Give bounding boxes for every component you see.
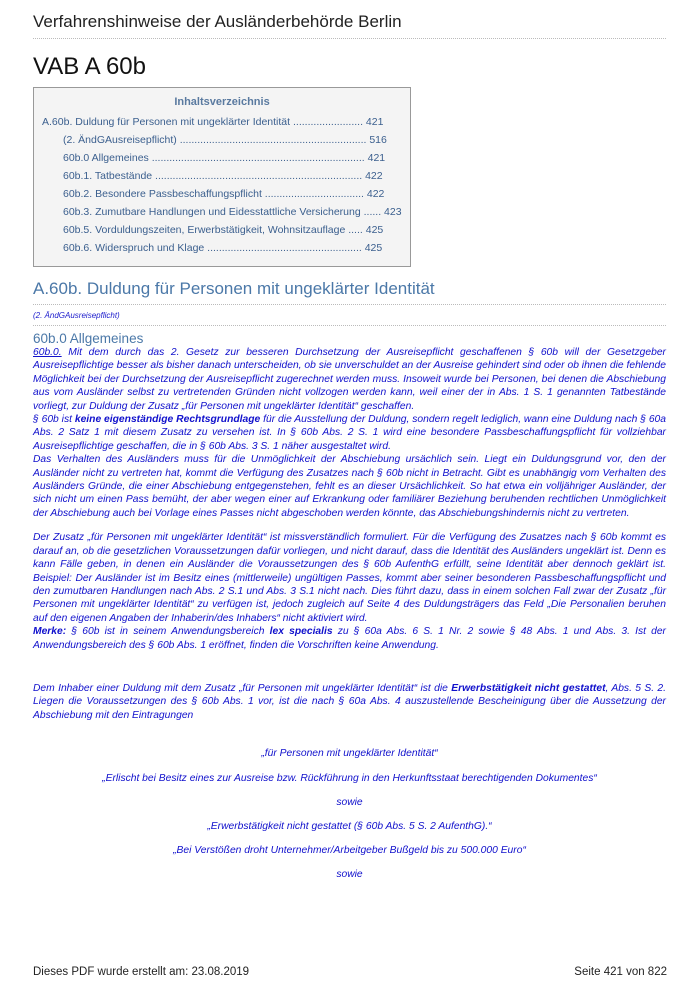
centered-quote: „Erwerbstätigkeit nicht gestattet (§ 60b Abs. 5 S. 2 AufenthG).“	[207, 821, 492, 833]
note-paragraph: Merke: § 60b ist in seinem Anwendungsbereich lex specialis zu § 60a Abs. 6 S. 1 Nr. 2 sowie § 48 Abs. 1 und Abs. 3. Ist der Anwendungsbereich des § 60b Abs. 1 eröffnet, finden die Vorschriften keine Anwendung.	[33, 626, 666, 651]
section-subnote: (2. ÄndGAusreisepflicht)	[33, 305, 666, 326]
toc-item[interactable]: 60b.6. Widerspruch und Klage ..................................................... 425	[63, 242, 383, 254]
paragraph-marker: 60b.0.	[33, 347, 62, 358]
toc-item[interactable]: 60b.2. Besondere Passbeschaffungspflicht .................................. 422	[63, 188, 385, 200]
centered-conjunction: sowie	[336, 797, 363, 809]
centered-quote: „Bei Verstößen droht Unternehmer/Arbeitgeber Bußgeld bis zu 500.000 Euro“	[173, 845, 526, 857]
toc-item[interactable]: 60b.5. Vorduldungszeiten, Erwerbstätigkeit, Wohnsitzauflage ..... 425	[63, 224, 384, 236]
paragraph: § 60b ist keine eigenständige Rechtsgrundlage für die Ausstellung der Duldung, sondern regelt lediglich, wann eine Duldung nach § 60a Abs. 2 Satz 1 mit diesem Zusatz zu versehen ist. In § 60b Abs. 2 S. 1 wird eine besondere Passbeschaffungspflicht für vollziehbar Ausreisepflichtige geschaffen, die in § 60b Abs. 3 S. 1 näher ausgestaltet wird.	[33, 414, 666, 452]
paragraph: Dem Inhaber einer Duldung mit dem Zusatz „für Personen mit ungeklärter Identität“ ist die Erwerbstätigkeit nicht gestattet, Abs. 5 S. 2. Liegen die Voraussetzungen des § 60b Abs. 1 vor, ist die nach § 60a Abs. 4 auszustellende Bescheinigung über die Aussetzung der Abschiebung mit den Eintragungen	[33, 682, 666, 721]
note-label: Merke:	[33, 626, 67, 638]
centered-conjunction: sowie	[336, 869, 363, 881]
emphasis: Erwerbstätigkeit nicht gestattet	[451, 682, 606, 694]
centered-quote: „Erlischt bei Besitz eines zur Ausreise bzw. Rückführung in den Herkunftsstaat berechtigenden Dokumentes“	[102, 773, 597, 785]
toc-item[interactable]: A.60b. Duldung für Personen mit ungeklärter Identität ........................ 421	[42, 116, 384, 128]
subsection-heading: 60b.0 Allgemeines	[33, 331, 144, 346]
footer-page-number: Seite 421 von 822	[574, 966, 667, 978]
toc-item[interactable]: 60b.1. Tatbestände ....................................................................... 422	[63, 170, 383, 182]
emphasis: lex specialis	[269, 626, 333, 638]
table-of-contents	[33, 87, 411, 267]
paragraph: 60b.0. Mit dem durch das 2. Gesetz zur besseren Durchsetzung der Ausreisepflicht geschaffenen § 60b will der Gesetzgeber Ausreisepflichtige besser als bisher danach unterscheiden, ob sie unverschuldet an der Ausreise gehindert sind oder ob ihnen die fehlende Möglichkeit bei der Durchsetzung der Ausreisepflicht zugerechnet werden muss. Insoweit wurde bei Personen, bei denen die Abschiebung aus vom Ausländer selbst zu vertretenden Gründen nicht vollzogen werden kann, weil einer der in Abs. 1 S. 1 genannten Tatbestände vorliegt, zur Duldung der Zusatz „für Personen mit ungeklärter Identität“ geschaffen.	[33, 347, 666, 412]
document-page	[33, 0, 666, 880]
toc-heading: Inhaltsverzeichnis	[174, 96, 270, 108]
centered-quote: „für Personen mit ungeklärter Identität“	[261, 748, 438, 760]
toc-item[interactable]: 60b.3. Zumutbare Handlungen und Eidesstattliche Versicherung ...... 423	[63, 206, 402, 218]
paragraph: Der Zusatz „für Personen mit ungeklärter Identität“ ist missverständlich formuliert. Für die Verfügung des Zusatzes nach § 60b kommt es darauf an, ob die gesetzlichen Voraussetzungen dafür vorliegen, und nicht darauf, dass die Identität des Ausländers ungeklärt ist. Denn es kann Fälle geben, in denen ein Ausländer die Voraussetzungen des § 60b AufenthG erfüllt, seine Identität aber dennoch geklärt ist. Beispiel: Der Ausländer ist im Besitz eines (mittlerweile) ungültigen Passes, kommt aber seiner besonderen Passbeschaffungspflicht und den zumutbaren Handlungen nach Abs. 2 S.1 und Abs. 3 S.1 nicht nach. Dies führt dazu, dass in einem solchen Fall zwar der Zusatz „für Personen mit ungeklärter Identität“ zu verfügen ist, jedoch zugleich auf Seite 4 des Duldungsträgers das Feld „Die Personalien beruhen auf den eigenen Angaben der Inhaberin/des Inhabers“ nicht aktiviert wird.	[33, 532, 666, 624]
document-title: VAB A 60b	[33, 53, 146, 80]
paragraph: Das Verhalten des Ausländers muss für die Unmöglichkeit der Abschiebung ursächlich sein. Liegt ein Duldungsgrund vor, den der Ausländer nicht zu vertreten hat, kommt die Verfügung des Zusatzes nach § 60b nicht in Betracht. Gibt es unabhängig vom Verhalten des Ausländers Gründe, die einer Abschiebung entgegenstehen, fehlt es an dieser Ursächlichkeit. So hat etwa ein volljähriger Ausländer, der sich nicht um einen Pass bemüht, der aber wegen einer auf Erkrankung oder familiärer Beziehung beruhenden rechtlichen Unmöglichkeit der Abschiebung auch bei Vorlage eines Passes nicht abgeschoben werden könnte, das Abschiebungshindernis nicht zu vertreten.	[33, 454, 666, 519]
footer-created-date: Dieses PDF wurde erstellt am: 23.08.2019	[33, 966, 250, 978]
header-title: Verfahrenshinweise der Ausländerbehörde Berlin	[33, 12, 666, 39]
toc-item[interactable]: (2. ÄndGAusreisepflicht) ................................................................ 516	[63, 134, 387, 146]
emphasis: keine eigenständige Rechtsgrundlage	[74, 414, 261, 426]
toc-item[interactable]: 60b.0 Allgemeines ......................................................................... 421	[63, 152, 386, 164]
section-heading: A.60b. Duldung für Personen mit ungeklärter Identität	[33, 279, 666, 305]
